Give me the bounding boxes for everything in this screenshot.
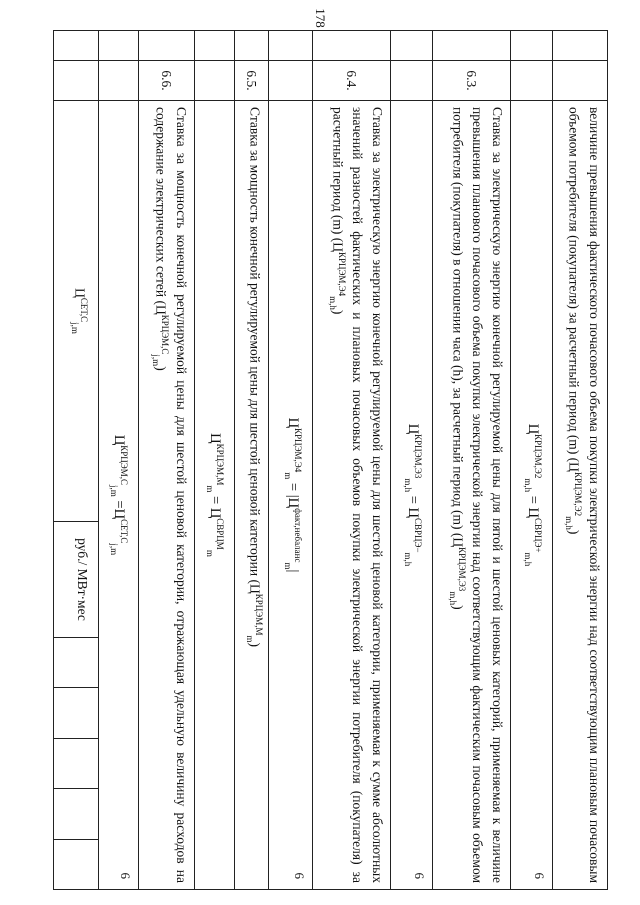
empty-cell [235,31,269,61]
empty-cell [195,31,235,61]
formula-footnote: 6 [532,872,547,879]
empty-cell [99,31,139,61]
unit-subtable [54,101,98,889]
row-number: 6.5. [235,61,269,101]
formula-cell [391,101,433,890]
empty-cell [269,61,313,101]
empty-cell [54,31,99,61]
rotated-table-container [53,30,608,890]
row-number [553,61,608,101]
row-description: Ставка за электрическую энергию конечной регулируемой цены для шестой ценовой категории, применяемая к сумме абсолютных значений разностей фактических и плановых почасовых объемов покупки электрической энергии потребителя (покупателя) за расчетный период (m) $(Ц^{КРЦЭМ,Э4}_{m,h})$ [313,101,391,890]
empty-cell [54,839,98,889]
row-description: Ставка за мощность конечной регулируемой цены для шестой ценовой категории $(Ц^{КРЦЭМ,М}_m)$ [235,101,269,890]
empty-cell [553,31,608,61]
row-number: 6.3. [433,61,511,101]
formula-footnote: 6 [118,872,133,879]
formula-cell [511,101,553,890]
formula-footnote: 6 [412,872,427,879]
formula: $Ц^{КРЦЭМ,Э3}_{m,h} = Ц^{СВРЦЭ-}_{m,h}$ [403,423,423,567]
row-description: Ставка за мощность конечной регулируемой цены для шестой ценовой категории, отражающая удельную величину расходов на содержание электрических сетей $(Ц^{КРЦЭМ,С}_{j,m})$ [139,101,195,890]
empty-cell [54,738,98,788]
tariff-table [53,30,608,890]
empty-cell [54,637,98,687]
empty-cell [54,788,98,838]
empty-cell [195,61,235,101]
empty-cell [269,31,313,61]
page-number: 178 [313,8,328,28]
formula-cell [99,101,139,890]
formula: $Ц^{КРЦЭМ,Э2}_{m,h} = Ц^{СВРЦЭ+}_{m,h}$ [523,423,543,567]
formula-cell [195,101,235,890]
empty-cell [139,31,195,61]
formula-footnote: 6 [292,872,307,879]
empty-cell [391,31,433,61]
row-number: 6.6. [139,61,195,101]
formula: $Ц^{КРЦЭМ,Э4}_m = |Ц^{факт,небаланс}_m|$ [283,417,303,573]
row-description: Ставка за электрическую энергию конечной регулируемой цены для пятой и шестой ценовых категорий, применяемая к величине превышения планового почасового объема покупки электрической энергии над соответствующим фактическим почасовым объемом потребителя (покупателя) в отношении часа (h), за расчетный период (m) $(Ц^{КРЦЭМ,Э3}_{m,h})$ [433,101,511,890]
empty-cell [391,61,433,101]
last-row-label: $Ц^{СЕТ,С}_{j,m}$ [70,288,90,334]
row-number: 6.4. [313,61,391,101]
unit-cell: руб./ МВт·мес [54,521,98,637]
empty-cell [511,31,553,61]
row-description: величине превышения фактического почасового объема покупки электрической энергии над соответствующим плановым почасовым объемом потребителя (покупателя) за расчетный период (m) $(Ц^{КРЦЭМ,Э2}_{m,h})$ [553,101,608,890]
empty-cell [313,31,391,61]
formula-cell [269,101,313,890]
formula: $Ц^{КРЦЭМ,М}_m = Ц^{СВРЦМ}_m$ [205,433,225,557]
empty-cell [54,687,98,737]
formula: $Ц^{КРЦЭМ,С}_{j,m} =Ц^{СЕТ,С}_{j,m}$ [109,434,129,556]
empty-cell [99,61,139,101]
empty-cell [511,61,553,101]
empty-cell [54,61,99,101]
empty-cell [433,31,511,61]
unit-row [54,101,99,890]
